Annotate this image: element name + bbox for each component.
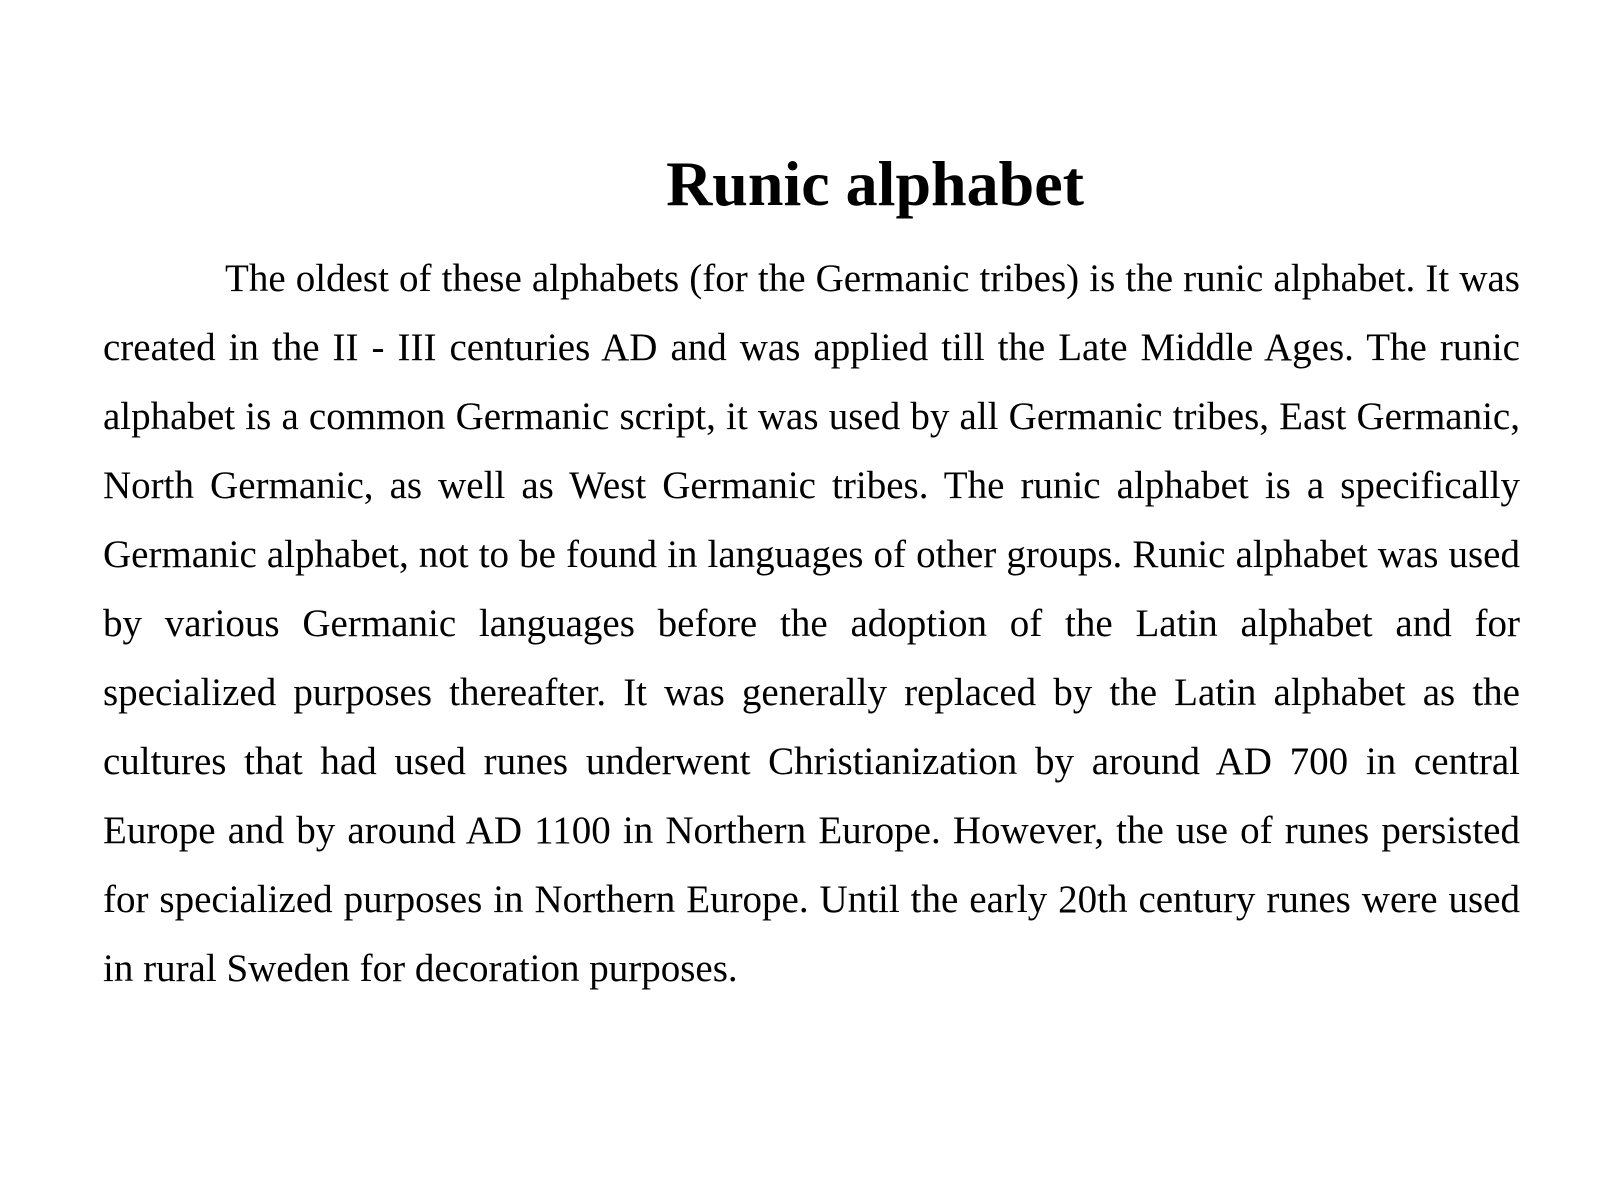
slide-title: Runic alphabet — [666, 148, 1084, 219]
body-paragraph: The oldest of these alphabets (for the Germanic tribes) is the runic alphabet. It was created in the II - III centuries AD and was applied till the Late Middle Ages. The runic alphabet is a common Germanic script, it was used by all Germanic tribes, East Germanic, North Germanic, as well as West Germanic tribes. The runic alphabet is a specifically Germanic alphabet, not to be found in languages of other groups. Runic alphabet was used by various Germanic languages before the adoption of the Latin alphabet and for specialized purposes thereafter. It was generally replaced by the Latin alphabet as the cultures that had used runes underwent Christianization by around AD 700 in central Europe and by around AD 1100 in Northern Europe. However, the use of runes persisted for specialized purposes in Northern Europe. Until the early 20th century runes were used in rural Sweden for decoration purposes. — [103, 257, 1520, 990]
